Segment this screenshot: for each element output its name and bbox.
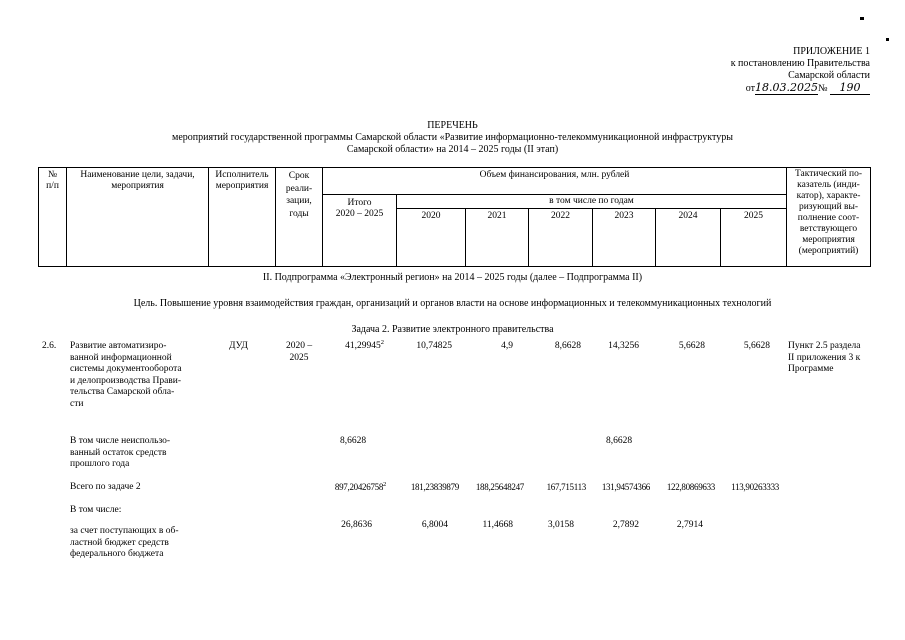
header-year-2020: 2020	[421, 211, 441, 221]
header-year-2023: 2023	[614, 211, 634, 221]
header-year-2024: 2024	[678, 211, 698, 221]
unused-balance-2023: 8,6628	[606, 436, 633, 446]
header-executor: Исполнитель мероприятия	[215, 170, 269, 191]
task-total-2022: 167,715113	[546, 482, 586, 492]
number-prefix: №	[817, 83, 828, 94]
header-indicator: Тактический по- казатель (инди- катор), характе- ризующий вы- полнение соот- ветствующего мероприятия (мероприятий)	[794, 169, 863, 256]
header-num: № п/п	[46, 170, 59, 191]
item-term: 2020 – 2025	[285, 341, 313, 363]
title-heading: ПЕРЕЧЕНЬ	[427, 120, 478, 131]
federal-2023: 2,7892	[612, 520, 639, 530]
federal-2021: 11,4668	[482, 520, 513, 530]
task-total-2023: 131,94574366	[601, 482, 650, 492]
date-value: 18.03.2025	[754, 81, 818, 94]
unused-balance-total: 8,6628	[340, 436, 367, 446]
item-name: Развитие автоматизиро- ванной информационной системы документооборота и делопроизводства Прави- тельства Самарской обла- сти	[70, 341, 182, 409]
header-by-year: в том числе по годам	[549, 196, 634, 206]
number-value: 190	[830, 82, 870, 95]
federal-2022: 3,0158	[547, 520, 574, 530]
item-2020: 10,74825	[416, 341, 452, 351]
task-total-label: Всего по задаче 2	[70, 482, 141, 492]
item-2025: 5,6628	[743, 341, 770, 351]
document-title	[0, 120, 905, 156]
date-prefix: от	[745, 83, 755, 94]
appendix-title: ПРИЛОЖЕНИЕ 1	[793, 46, 870, 57]
unused-balance-name: В том числе неиспользо- ванный остаток средств прошлого года	[70, 436, 171, 469]
appendix-line: к постановлению Правительства	[730, 58, 870, 69]
header-total: Итого 2020 – 2025	[335, 198, 384, 219]
appendix-block	[690, 46, 870, 95]
item-executor: ДУД	[229, 341, 248, 351]
item-2024: 5,6628	[678, 341, 705, 351]
federal-name: за счет поступающих в об- ластной бюджет средств федерального бюджета	[70, 526, 179, 559]
task-total-2025: 113,90263333	[731, 482, 779, 492]
item-number: 2.6.	[42, 341, 57, 351]
item-indicator: Пункт 2.5 раздела II приложения 3 к Программе	[788, 341, 861, 374]
header-year-2022: 2022	[551, 211, 570, 221]
item-2021: 4,9	[501, 341, 513, 351]
header-term: Срок реали- зации, годы	[285, 171, 313, 219]
scan-mark	[886, 38, 889, 41]
scan-mark	[860, 17, 864, 20]
task-total-2021: 188,25648247	[475, 482, 524, 492]
subprogram-title: II. Подпрограмма «Электронный регион» на 2014 – 2025 годы (далее – Подпрограмма II)	[262, 272, 643, 283]
item-2023: 14,3256	[608, 341, 639, 351]
header-name: Наименование цели, задачи, мероприятия	[80, 170, 195, 191]
header-year-2021: 2021	[487, 211, 507, 221]
title-line: мероприятий государственной программы Самарской области «Развитие информационно-телекоммуникационной инфраструктуры	[172, 132, 733, 143]
federal-2024: 2,7914	[676, 520, 703, 530]
appendix-date-line	[690, 82, 870, 95]
federal-total: 26,8636	[341, 520, 372, 530]
goal-text: Цель. Повышение уровня взаимодействия граждан, организаций и органов власти на основе информационных и телекоммуникационных технологий	[133, 298, 772, 309]
item-total: 41,29945$^2$	[345, 339, 384, 351]
title-line: Самарской области» на 2014 – 2025 годы (II этап)	[346, 144, 559, 155]
task-total-2024: 122,80869633	[666, 482, 715, 492]
including-label: В том числе:	[70, 505, 122, 515]
task-title: Задача 2. Развитие электронного правительства	[351, 324, 554, 335]
header-funding: Объем финансирования, млн. рублей	[479, 170, 630, 180]
appendix-line: Самарской области	[788, 70, 870, 81]
task-total-total: 897,20426758$^2$	[334, 481, 386, 492]
item-2022: 8,6628	[554, 341, 581, 351]
federal-2020: 6,8004	[421, 520, 448, 530]
header-year-2025: 2025	[744, 211, 763, 221]
task-total-2020: 181,23839879	[410, 482, 459, 492]
